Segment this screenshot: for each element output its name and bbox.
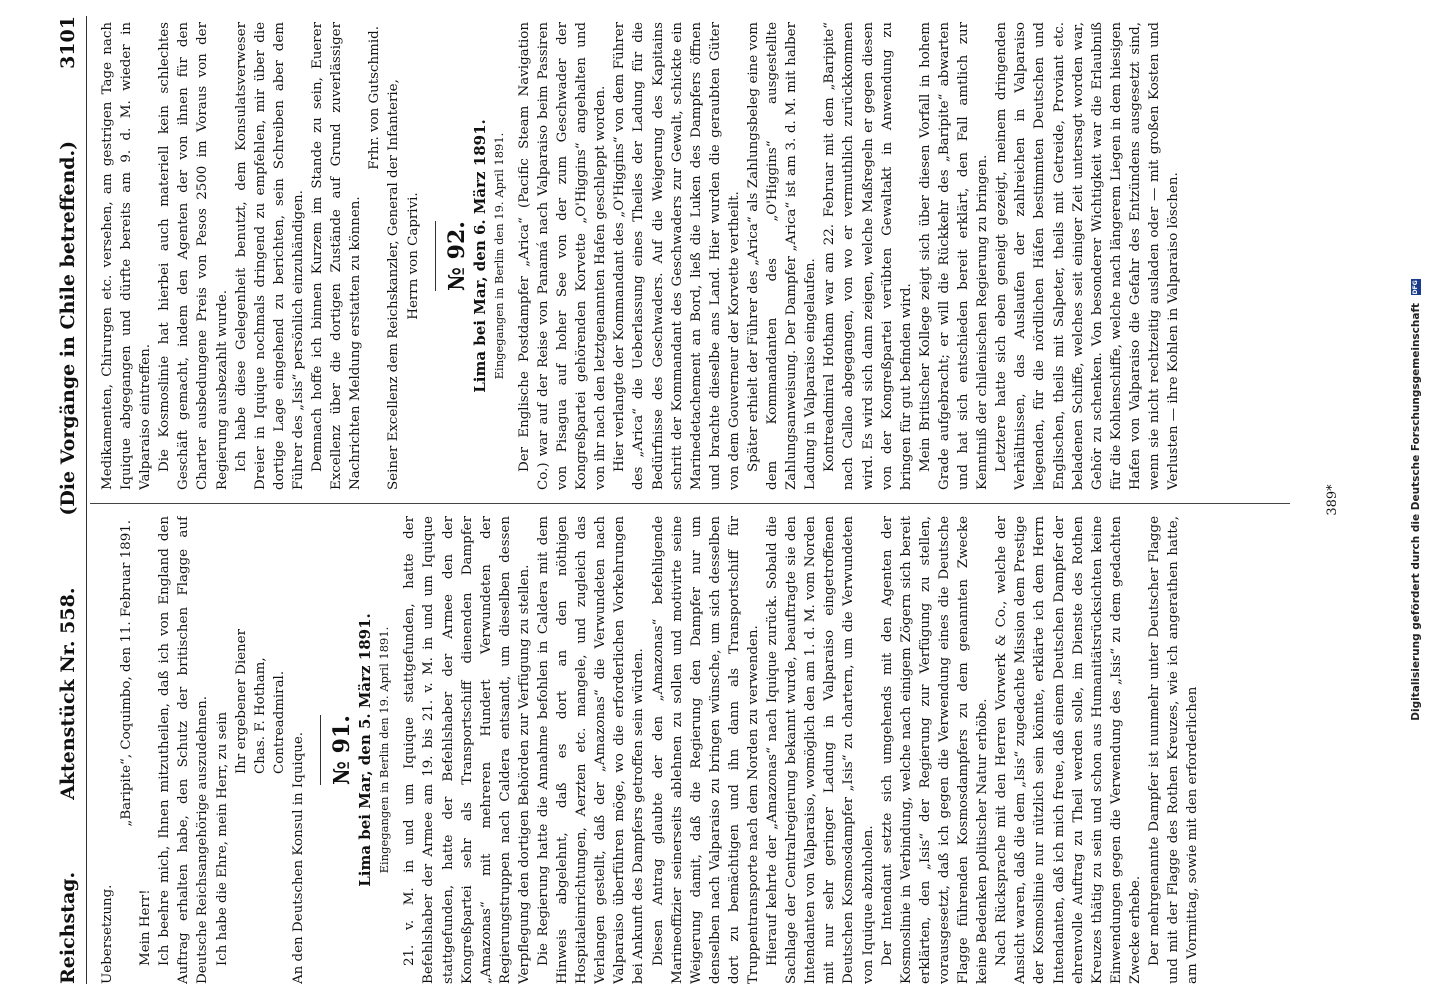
paragraph: Der Intendant setzte sich umgehends mit den Agenten der Kosmoslinie in Verbindung, welche nach einigem Zögern sich bereit erklärten, den „Isis“ der Regierung zur Verfügung zu stellen, vorausgesetzt, daß ich gegen die Verwendung eines die Deutsche Flagge führenden Kosmosdampfers zu dem genannten Zwecke keine Bedenken politischer Natur erhöbe. [879,516,991,984]
header-left: Reichstag. [57,871,79,984]
paragraph: Kontreadmiral Hotham war am 22. Februar mit dem „Baripite“ nach Callao abgegangen, von wo er vermuthlich zurückkommen wird. Es wird sich dann zeigen, welche Maßregeln er gegen diesen von der Kongreßpartei verübten Gewaltakt in Anwendung zu bringen für gut befinden wird. [822,22,914,490]
paragraph: Letztere hatte sich eben geneigt gezeigt, meinem dringenden Verhältnissen, das Auslaufen der zahlreichen in Valparaiso liegenden, für die nördlichen Häfen bestimmten Deutschen und Englischen, theils mit Salpeter, theils mit Getreide, Proviant etc. beladenen Schiffe, welches seit einiger Zeit untersagt worden war, Gehör zu schenken. Von besonderer Wichtigkeit war die Erlaubniß für die Kohlenschiffe, welche nach längerem Liegen in dem hiesigen Hafen von Valparaiso die Gefahr des Entzündens ausgesetzt sind, wenn sie nicht rechtzeitig ausladen oder — mit großen Kosten und Verlusten — ihre Kohlen in Valparaiso löschen. [994,22,1182,490]
column-divider [90,503,1290,504]
header-right-title: (Die Vorgänge in Chile betreffend.) [57,140,79,516]
received-note: Eingegangen in Berlin den 19. April 1891. [377,626,392,874]
section-rule [435,221,436,291]
paragraph: Nach Rücksprache mit den Herren Vorwerk & Co., welche der Ansicht waren, daß die dem „Isis“ zugedachte Mission dem Prestige der Kosmoslinie nur nützlich sein könnte, erklärte ich dem Herrn Intendanten, daß ich mich freue, daß einem Deutschen Dampfer der ehrenvolle Auftrag zu Theil werden solle, im Dienste des Rothen Kreuzes thätig zu sein und schon aus Humanitätsrücksichten keine Einwendungen gegen die Verwendung des „Isis“ zu dem gedachten Zwecke erhebe. [994,516,1143,984]
signer: Frhr. von Gutschmid. [367,26,383,170]
running-header [50,16,87,984]
paragraph: Die Kosmoslinie hat hierbei auch materiell kein schlechtes Geschäft gemacht, indem den Agenten der von ihnen für den Charter ausbedungene Preis von Pesos 2500 im Voraus von der Regierung ausbezahlt wurde. [157,22,230,490]
letter-closing: Ich habe die Ehre, mein Herr, zu sein [214,711,230,966]
paragraph: Hierauf kehrte der „Amazonas“ nach Iquique zurück. Sobald die Sachlage der Centralregierung bekannt wurde, beauftragte sie den Intendanten von Valparaiso, womöglich den am 1. d. M. vom Norden mit nur sehr geringer Ladung in Valparaiso eingetroffenen Deutschen Kosmosdampfer „Isis“ zu chartern, um die Verwundeten von Iquique abzuholen. [765,516,876,984]
document-dateline: Lima bei Mar, den 5. März 1891. [356,613,375,887]
digitization-credit [1410,0,1422,1000]
paragraph: Der Englische Postdampfer „Arica“ (Pacific Steam Navigation Co.) war auf der Reise von Panamá nach Valparaiso beim Passiren von Pisagua auf hoher See von der zum Geschwader der Kongreßpartei gehörenden Korvette „O'Higgins“ angehalten und von ihr nach den letztgenannten Hafen geschleppt worden. [516,22,609,490]
translation-heading: Uebersetzung. [100,884,115,984]
letter-signer: Chas. F. Hotham, [252,657,268,774]
paragraph: Der mehrgenannte Dampfer ist nunmehr unter Deutscher Flagge und mit der Flagge des Rothen Kreuzes, wie ich angerathen hatte, am Vormittag, sowie mit den erforderlichen [1146,516,1201,984]
letter-body: Ich beehre mich, Ihnen mitzutheilen, daß ich von England den Auftrag erhalten habe, den Schutz der britischen Flagge auf Deutsche Reichsangehörige auszudehnen. [157,516,211,984]
signature-mark: 389* [1325,484,1340,516]
document-number: № 91. [329,715,356,785]
paragraph: Diesen Antrag glaubte der den „Amazonas“ befehligende Marineoffizier seinerseits ablehnen zu sollen und motivirte seine Weigerung damit, daß die Regierung den Dampfer nur um denselben nach Valparaiso zu bringen wünsche, um sich desselben dort zu bemächtigen und ihn dann als Transportschiff für Truppentransporte nach dem Norden zu verwenden. [650,516,761,984]
paragraph: Ich habe diese Gelegenheit benutzt, dem Konsulatsverweser Dreier in Iquique nochmals dringend zu empfehlen, mir über die dortige Lage eingehend zu berichten, sein Schreiben aber dem Führer des „Isis“ persönlich einzuhändigen. [233,22,306,490]
right-column [98,22,1278,490]
letter-servant: Ihr ergebener Diener [233,629,249,774]
section-rule [320,715,321,785]
document-number: № 92. [443,221,470,291]
document-dateline: Lima bei Mar, den 6. März 1891. [470,119,489,393]
dfg-logo-icon: DFG [1412,280,1419,295]
paragraph: Demnach hoffe ich binnen Kurzem im Stande zu sein, Euerer Excellenz über die dortigen Zustände auf Grund zuverlässiger Nachrichten Meldung erstatten zu können. [310,22,364,490]
left-column [98,516,1278,984]
paragraph: Medikamenten, Chirurgen etc. versehen, am gestrigen Tage nach Iquique abgegangen und dürfte bereits am 9. d. M. wieder in Valparaiso eintreffen. [100,22,154,490]
header-center: Aktenstück Nr. 558. [57,587,79,800]
addressee-line: Herrn von Caprivi. [405,192,421,320]
letter-dateline: „Baripite“, Coquimbo, den 11. Februar 1891. [119,520,135,827]
addressee-line: Seiner Excellenz dem Reichskanzler, General der Infanterie, [386,79,402,490]
letter-salutation: Mein Herr! [138,889,154,966]
paragraph: Mein Britischer Kollege zeigt sich über diesen Vorfall in hohem Grade aufgebracht; er will die Rückkehr des „Baripite“ abwarten und hat sich entschieden bereit erklärt, den Fall amtlich zur Kenntniß der chilenischen Regierung zu bringen. [917,22,991,490]
letter-rank: Contreadmiral. [271,670,287,774]
paragraph: 21. v. M. in und um Iquique stattgefunden, hatte der Befehlshaber der Armee am 19. bis 21. v. M. in und um Iquique stattgefunden, hatte der Befehlshaber der Armee den der Kongreßpartei sehr als Transportschiff dienenden Dampfer „Amazonas“ mit mehreren Hundert Verwundeten der Regierungstruppen nach Caldera entsandt, um dieselben dessen Verpflegung den dortigen Behörden zur Verfügung zu stellen. [402,516,532,984]
paragraph: Hier verlangte der Kommandant des „O'Higgins“ von dem Führer des „Arica“ die Ueberlassung eines Theiles der Ladung für die Bedürfnisse des Geschwaders. Auf die Weigerung des Kapitains schritt der Kommandant des Geschwaders zur Gewalt, schickte ein Marinedetachement an Bord, ließ die Luken des Dampfers öffnen und brachte dieselbe ans Land. Hier wurden die geraubten Güter von dem Gouverneur der Korvette vertheilt. [612,22,742,490]
paragraph: Später erhielt der Führer des „Arica“ als Zahlungsbeleg eine vom dem Kommandanten des „O'Higgins“ ausgestellte Zahlungsanweisung. Der Dampfer „Arica“ ist am 3. d. M. mit halber Ladung in Valparaiso eingelaufen. [746,22,819,490]
received-note: Eingegangen in Berlin den 19. April 1891. [491,132,506,380]
letter-addressee: An den Deutschen Konsul in Iquique. [290,731,306,984]
credit-text: Digitalisierung gefördert durch die Deutsche Forschungsgemeinschaft [1410,302,1422,721]
paragraph: Die Regierung hatte die Annahme befohlen in Caldera mit dem Hinweis abgelehnt, daß es dort an den nöthigen Hospitaleinrichtungen, Aerzten etc. mangele, und zugleich das Verlangen gestellt, daß der „Amazonas“ die Verwundeten nach Valparaiso überführen möge, wo die erforderlichen Vorkehrungen bei Ankunft des Dampfers getroffen sein würden. [535,516,647,984]
page-number: 3101 [57,16,79,69]
